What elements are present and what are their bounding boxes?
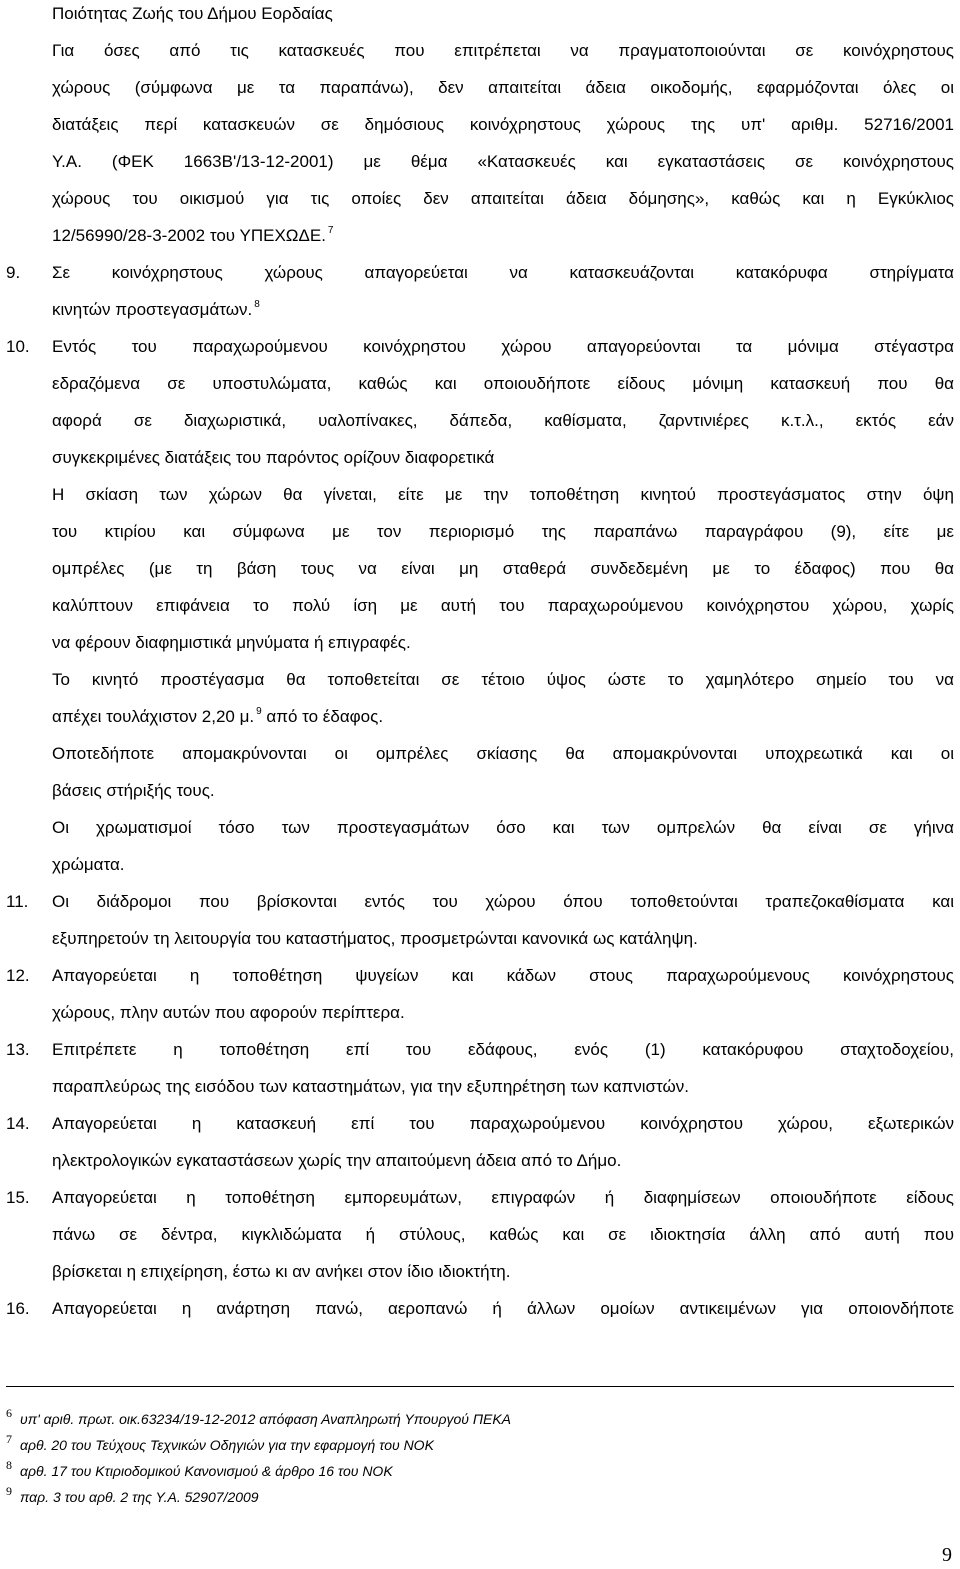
footnote-number: 6 (6, 1406, 12, 1420)
text-line: Οι χρωματισμοί τόσο των προστεγασμάτων όσο και των ομπρελών θα είναι σε γήινα (52, 818, 954, 837)
footnote (6, 1458, 393, 1481)
footnote-number: 7 (6, 1432, 12, 1446)
text-line: του κτιρίου και σύμφωνα με τον περιορισμό της παραπάνω παραγράφου (9), είτε με (52, 522, 954, 541)
text-line: Οι διάδρομοι που βρίσκονται εντός του χώρου όπου τοποθετούνται τραπεζοκαθίσματα και (52, 892, 954, 911)
text-line: βρίσκεται η επιχείρηση, έστω κι αν ανήκει στον ίδιο ιδιοκτήτη. (52, 1262, 511, 1281)
text-line: Απαγορεύεται η ανάρτηση πανώ, αεροπανώ ή άλλων ομοίων αντικειμένων για οποιονδήποτε (52, 1299, 954, 1318)
footnote (6, 1406, 512, 1429)
text-line: Σε κοινόχρηστους χώρους απαγορεύεται να κατασκευάζονται κατακόρυφα στηρίγματα (52, 263, 954, 282)
text-line: συγκεκριμένες διατάξεις του παρόντος ορίζουν διαφορετικά (52, 448, 495, 467)
item-number: 11. (6, 892, 29, 911)
text-line: Ποιότητας Ζωής του Δήμου Εορδαίας (52, 4, 333, 23)
footnote (6, 1484, 259, 1507)
footnote-text: αρθ. 17 του Κτιριοδομικού Κανονισμού & άρθρο 16 του ΝΟΚ (20, 1463, 393, 1479)
page-number: 9 (942, 1544, 952, 1566)
text-line: Εντός του παραχωρούμενου κοινόχρηστου χώρου απαγορεύονται τα μόνιμα στέγαστρα (52, 337, 954, 356)
text-fragment: απέχει τουλάχιστον 2,20 μ. (52, 707, 255, 726)
text-line: Επιτρέπετε η τοποθέτηση επί του εδάφους, ενός (1) κατακόρυφου σταχτοδοχείου, (52, 1040, 954, 1059)
text-line: Απαγορεύεται η κατασκευή επί του παραχωρούμενου κοινόχρηστου χώρου, εξωτερικών (52, 1114, 954, 1133)
item-number: 15. (6, 1188, 30, 1207)
text-line: καλύπτουν επιφάνεια το πολύ ίση με αυτή του παραχωρούμενου κοινόχρηστου χώρου, χωρίς (52, 596, 954, 615)
text-line: χώρους του οικισμού για τις οποίες δεν απαιτείται άδεια δόμησης», καθώς και η Εγκύκλιος (52, 189, 954, 208)
item-number: 14. (6, 1114, 30, 1133)
text-line: Για όσες από τις κατασκευές που επιτρέπεται να πραγματοποιούνται σε κοινόχρηστους (52, 41, 954, 60)
text-line: εξυπηρετούν τη λειτουργία του καταστήματος, προσμετρώνται κανονικά ως κατάληψη. (52, 929, 698, 948)
footnote-text: παρ. 3 του αρθ. 2 της Υ.Α. 52907/2009 (20, 1489, 259, 1505)
item-number: 13. (6, 1040, 30, 1059)
text-line: πάνω σε δέντρα, κιγκλιδώματα ή στύλους, καθώς και σε ιδιοκτησία άλλη από αυτή που (52, 1225, 954, 1244)
text-line: Υ.Α. (ΦΕΚ 1663Β'/13-12-2001) με θέμα «Κατασκευές και εγκαταστάσεις σε κοινόχρηστους (52, 152, 954, 171)
text-line: χώρους, πλην αυτών που αφορούν περίπτερα. (52, 1003, 405, 1022)
footnote-text: υπ' αριθ. πρωτ. οικ.63234/19-12-2012 απόφαση Αναπληρωτή Υπουργού ΠΕΚΑ (20, 1411, 512, 1427)
text-line: παραπλεύρως της εισόδου των καταστημάτων, για την εξυπηρέτηση των καπνιστών. (52, 1077, 690, 1096)
text-line: διατάξεις περί κατασκευών σε δημόσιους κοινόχρηστους χώρους της υπ' αριθμ. 52716/2001 (52, 115, 954, 134)
text-line: Απαγορεύεται η τοποθέτηση εμπορευμάτων, επιγραφών ή διαφημίσεων οποιουδήποτε είδους (52, 1188, 954, 1207)
text-line (52, 706, 954, 728)
text-fragment: από το έδαφος. (266, 707, 384, 726)
text-line: ομπρέλες (με τη βάση τους να είναι μη σταθερά συνδεδεμένη με το έδαφος) που θα (52, 559, 954, 578)
item-number: 16. (6, 1299, 30, 1318)
footnote-number: 8 (6, 1458, 12, 1472)
footnote (6, 1432, 434, 1455)
text-line: να φέρουν διαφημιστικά μηνύματα ή επιγραφές. (52, 633, 411, 652)
item-number: 10. (6, 337, 30, 356)
text-fragment: κινητών προστεγασμάτων. (52, 300, 253, 319)
footnote-text: αρθ. 20 του Τεύχους Τεχνικών Οδηγιών για την εφαρμογή του ΝΟΚ (20, 1437, 434, 1453)
text-line (52, 225, 954, 247)
text-fragment: 12/56990/28-3-2002 του ΥΠΕΧΩΔΕ. (52, 226, 326, 245)
text-line: χώρους (σύμφωνα με τα παραπάνω), δεν απαιτείται άδεια οικοδομής, εφαρμόζονται όλες οι (52, 78, 954, 97)
item-number: 12. (6, 966, 30, 985)
text-line: αφορά σε διαχωριστικά, υαλοπίνακες, δάπεδα, καθίσματα, ζαρντινιέρες κ.τ.λ., εκτός εάν (52, 411, 954, 430)
footnote-reference: 7 (327, 225, 334, 236)
footnote-separator (6, 1386, 954, 1387)
text-line: εδραζόμενα σε υποστυλώματα, καθώς και οποιουδήποτε είδους μόνιμη κατασκευή που θα (52, 374, 954, 393)
text-line: βάσεις στήριξής τους. (52, 781, 215, 800)
text-line: Το κινητό προστέγασμα θα τοποθετείται σε τέτοιο ύψος ώστε το χαμηλότερο σημείο του να (52, 670, 954, 689)
text-line (52, 299, 954, 321)
footnote-reference: 8 (254, 299, 260, 310)
text-line: Απαγορεύεται η τοποθέτηση ψυγείων και κάδων στους παραχωρούμενους κοινόχρηστους (52, 966, 954, 985)
text-line: Η σκίαση των χώρων θα γίνεται, είτε με την τοποθέτηση κινητού προστεγάσματος στην όψη (52, 485, 954, 504)
footnote-reference: 9 (256, 706, 262, 717)
text-line: ηλεκτρολογικών εγκαταστάσεων χωρίς την απαιτούμενη άδεια από το Δήμο. (52, 1151, 622, 1170)
text-line: Οποτεδήποτε απομακρύνονται οι ομπρέλες σκίασης θα απομακρύνονται υποχρεωτικά και οι (52, 744, 954, 763)
footnote-number: 9 (6, 1484, 12, 1498)
item-number: 9. (6, 263, 21, 282)
text-line: χρώματα. (52, 855, 125, 874)
